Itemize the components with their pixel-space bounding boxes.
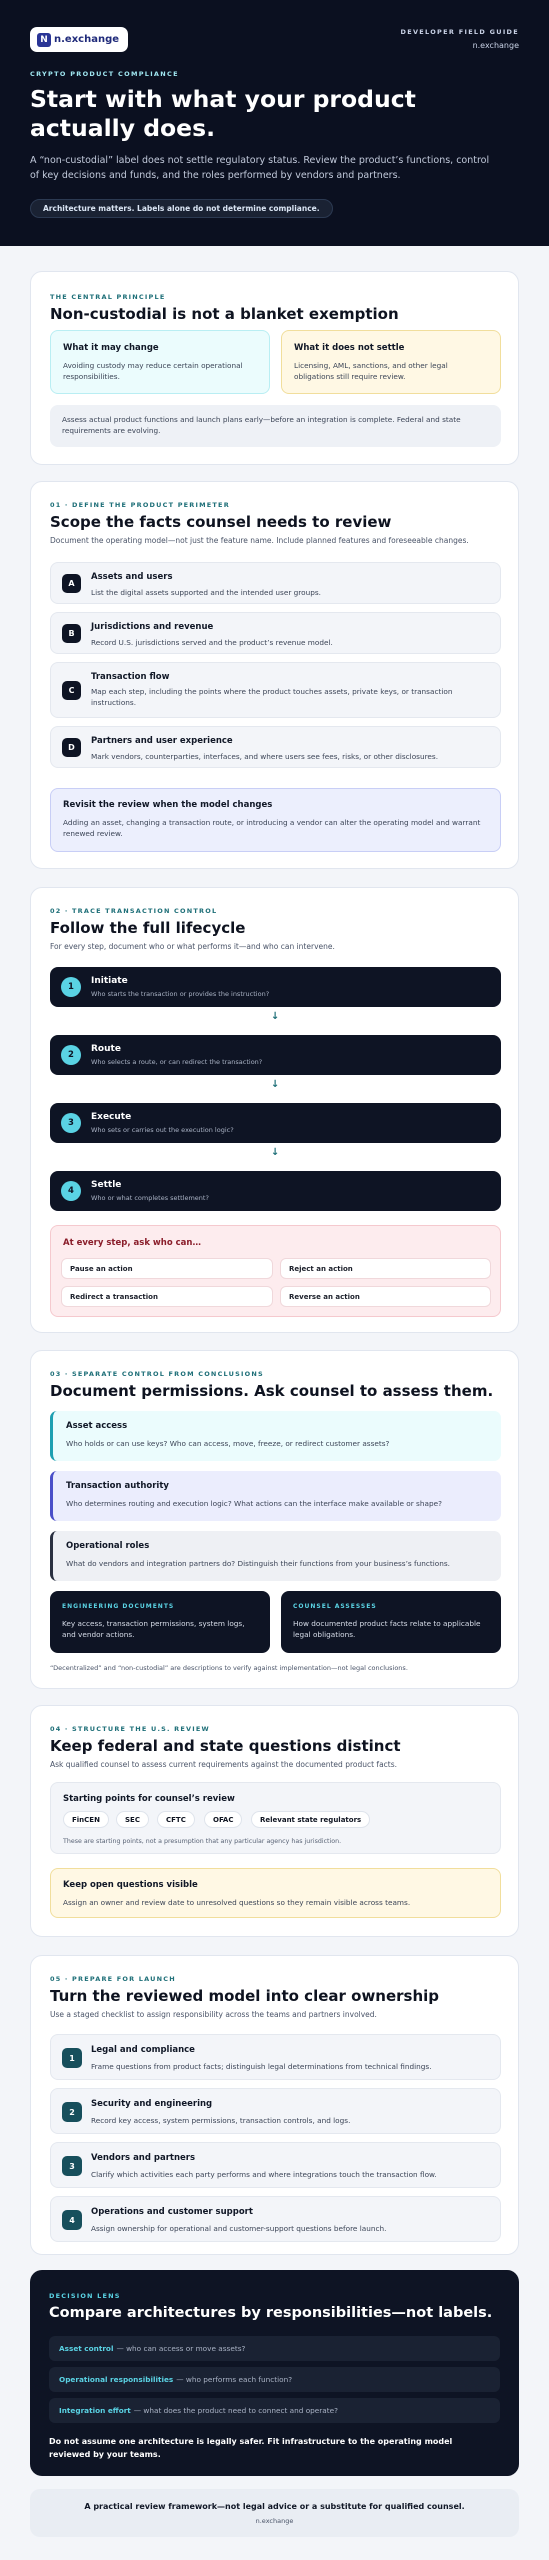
federal-card (30, 1705, 519, 1937)
principle-card (30, 271, 519, 465)
permission-text: What do vendors and integration partners do? Distinguish their functions from your business’s functions. (66, 1559, 450, 1568)
step-title: Initiate (91, 976, 128, 986)
launch-item-title: Legal and compliance (91, 2045, 195, 2055)
lens-row-label: Integration effort (59, 2406, 131, 2415)
federal-subtitle: Ask qualified counsel to assess current requirements against the documented product facts. (50, 1760, 398, 1769)
agency-tag: FinCEN (63, 1811, 109, 1828)
ask-box (50, 1225, 501, 1317)
perimeter-item (50, 726, 501, 768)
lifecycle-step-initiate (50, 967, 501, 1007)
hero-header (0, 0, 549, 246)
brand-logo[interactable] (30, 27, 128, 52)
revisit-text: Adding an asset, changing a transaction route, or introducing a vendor can alter the operating model and warrant renewed review. (63, 818, 481, 838)
step-text: Who sets or carries out the execution logic? (91, 1126, 234, 1134)
launch-item-title: Vendors and partners (91, 2153, 196, 2163)
step-text: Who or what completes settlement? (91, 1194, 209, 1202)
starting-points-note: These are starting points, not a presumption that any particular agency has jurisdiction. (63, 1838, 342, 1845)
hero-lede: A “non-custodial” label does not settle regulatory status. Review the product’s functions, control of key decisions and funds, and the roles performed by vendors and partners. (30, 155, 490, 181)
hero-pill: Architecture matters. Labels alone do not determine compliance. (30, 199, 333, 218)
permission-operational-roles (50, 1531, 501, 1581)
launch-title: Turn the reviewed model into clear ownership (50, 1987, 440, 2005)
ask-chip: Reverse an action (280, 1286, 491, 1307)
permission-title: Transaction authority (66, 1481, 169, 1491)
lens-row-text: — who performs each function? (176, 2375, 293, 2384)
perimeter-item-text: Record U.S. jurisdictions served and the product’s revenue model. (91, 638, 333, 647)
step-number: 3 (61, 1113, 81, 1133)
permissions-card (30, 1350, 519, 1689)
permission-title: Operational roles (66, 1541, 150, 1551)
launch-item (50, 2034, 501, 2080)
agency-tag: OFAC (204, 1811, 242, 1828)
footer-disclaimer: A practical review framework—not legal advice or a substitute for qualified counsel. (84, 2502, 465, 2511)
step-title: Execute (91, 1112, 132, 1122)
ask-chip: Pause an action (61, 1258, 273, 1279)
launch-number: 3 (62, 2156, 82, 2176)
guide-brand: n.exchange (472, 41, 519, 50)
lens-row (49, 2398, 500, 2423)
launch-item-text: Assign ownership for operational and customer-support questions before launch. (91, 2224, 387, 2233)
launch-kicker: 05 · PREPARE FOR LAUNCH (50, 1975, 176, 1983)
principle-note-text: Assess actual product functions and launch plans early—before an integration is complete. Federal and state requirements are evolving. (62, 415, 461, 435)
logo-text: n.exchange (54, 34, 120, 45)
decision-lens-card (30, 2270, 519, 2476)
lifecycle-step-settle (50, 1171, 501, 1211)
agency-tags (63, 1811, 483, 1828)
launch-number: 2 (62, 2102, 82, 2122)
permission-asset-access (50, 1411, 501, 1461)
perimeter-item-text: Map each step, including the points where the product touches assets, private keys, or transaction instructions. (91, 687, 453, 707)
counsel-text: How documented product facts relate to applicable legal obligations. (293, 1619, 481, 1639)
engineering-text: Key access, transaction permissions, system logs, and vendor actions. (62, 1619, 245, 1639)
guide-label: DEVELOPER FIELD GUIDE (400, 28, 519, 36)
n-logo-icon: N (37, 33, 51, 47)
perimeter-subtitle: Document the operating model—not just the feature name. Include planned features and foreseeable changes. (50, 536, 469, 545)
step-number: 4 (61, 1181, 81, 1201)
counsel-assesses-box (281, 1591, 501, 1653)
perimeter-item-title: Partners and user experience (91, 736, 233, 746)
launch-number: 4 (62, 2210, 82, 2230)
perimeter-item (50, 562, 501, 604)
lens-row (49, 2336, 500, 2361)
agency-tag: Relevant state regulators (251, 1811, 370, 1828)
may-change-title: What it may change (63, 343, 159, 353)
revisit-box (50, 788, 501, 852)
lens-row-text: — what does the product need to connect and operate? (133, 2406, 338, 2415)
revisit-title: Revisit the review when the model changes (63, 800, 273, 810)
not-settle-title: What it does not settle (294, 343, 405, 353)
launch-item-text: Record key access, system permissions, transaction controls, and logs. (91, 2116, 351, 2125)
lens-row-label: Operational responsibilities (59, 2375, 174, 2384)
lifecycle-subtitle: For every step, document who or what performs it—and who can intervene. (50, 942, 335, 951)
hero-eyebrow: CRYPTO PRODUCT COMPLIANCE (30, 70, 179, 78)
principle-kicker: THE CENTRAL PRINCIPLE (50, 293, 166, 301)
launch-item (50, 2088, 501, 2134)
ask-chip: Reject an action (280, 1258, 491, 1279)
perimeter-item-text: List the digital assets supported and the intended user groups. (91, 588, 321, 597)
launch-item-text: Frame questions from product facts; distinguish legal determinations from technical findings. (91, 2062, 432, 2071)
launch-card (30, 1955, 519, 2255)
permission-transaction-authority (50, 1471, 501, 1521)
lens-final: Do not assume one architecture is legally safer. Fit infrastructure to the operating model reviewed by your teams. (49, 2437, 453, 2459)
may-change-box (50, 330, 270, 394)
arrow-down-icon: ↓ (271, 1079, 280, 1090)
step-number: 2 (61, 1045, 81, 1065)
step-text: Who selects a route, or can redirect the transaction? (91, 1058, 263, 1066)
principle-note (50, 405, 501, 447)
open-questions-box (50, 1868, 501, 1918)
footer-brand[interactable]: n.exchange (255, 2517, 294, 2525)
step-badge: D (62, 738, 81, 757)
launch-subtitle: Use a staged checklist to assign responsibility across the teams and partners involved. (50, 2010, 377, 2019)
perimeter-item (50, 662, 501, 718)
lens-row (49, 2367, 500, 2392)
perimeter-item-title: Jurisdictions and revenue (91, 622, 214, 632)
lifecycle-kicker: 02 · TRACE TRANSACTION CONTROL (50, 907, 218, 915)
open-questions-title: Keep open questions visible (63, 1880, 198, 1890)
permission-text: Who holds or can use keys? Who can access, move, freeze, or redirect customer assets? (66, 1439, 390, 1448)
agency-tag: CFTC (157, 1811, 195, 1828)
launch-number: 1 (62, 2048, 82, 2068)
perimeter-title: Scope the facts counsel needs to review (50, 513, 392, 531)
lens-title: Compare architectures by responsibilities—not labels. (49, 2305, 493, 2321)
launch-item-title: Operations and customer support (91, 2207, 253, 2217)
step-badge: C (62, 681, 81, 700)
open-questions-text: Assign an owner and review date to unresolved questions so they remain visible across teams. (63, 1898, 411, 1907)
lifecycle-step-execute (50, 1103, 501, 1143)
launch-item-text: Clarify which activities each party performs and where integrations touch the transaction flow. (91, 2170, 437, 2179)
perimeter-item-title: Transaction flow (91, 672, 170, 682)
not-settle-box (281, 330, 501, 394)
ask-chip: Redirect a transaction (61, 1286, 273, 1307)
footer (30, 2489, 519, 2537)
page-title: Start with what your product actually does. (30, 85, 416, 142)
perimeter-kicker: 01 · DEFINE THE PRODUCT PERIMETER (50, 501, 230, 509)
starting-points-title: Starting points for counsel’s review (63, 1794, 235, 1804)
step-number: 1 (61, 977, 81, 997)
perimeter-item-title: Assets and users (91, 572, 173, 582)
step-badge: B (62, 624, 81, 643)
launch-item-title: Security and engineering (91, 2099, 213, 2109)
counsel-title: COUNSEL ASSESSES (293, 1603, 377, 1610)
step-text: Who starts the transaction or provides the instruction? (91, 990, 270, 998)
permissions-kicker: 03 · SEPARATE CONTROL FROM CONCLUSIONS (50, 1370, 264, 1378)
lens-row-text: — who can access or move assets? (116, 2344, 246, 2353)
lifecycle-title: Follow the full lifecycle (50, 919, 246, 937)
step-title: Route (91, 1044, 121, 1054)
federal-kicker: 04 · STRUCTURE THE U.S. REVIEW (50, 1725, 210, 1733)
lens-kicker: DECISION LENS (49, 2292, 121, 2300)
step-title: Settle (91, 1180, 122, 1190)
step-badge: A (62, 574, 81, 593)
agency-tag: SEC (116, 1811, 149, 1828)
arrow-down-icon: ↓ (271, 1147, 280, 1158)
arrow-down-icon: ↓ (271, 1011, 280, 1022)
lifecycle-step-route (50, 1035, 501, 1075)
principle-title: Non-custodial is not a blanket exemption (50, 305, 399, 323)
may-change-text: Avoiding custody may reduce certain operational responsibilities. (63, 361, 243, 381)
starting-points-box (50, 1782, 501, 1854)
permission-text: Who determines routing and execution logic? What actions can the interface make available or shape? (66, 1499, 442, 1508)
permission-title: Asset access (66, 1421, 128, 1431)
permissions-note: “Decentralized” and “non-custodial” are descriptions to verify against implementation—not legal conclusions. (50, 1664, 408, 1672)
perimeter-card (30, 481, 519, 869)
launch-item (50, 2142, 501, 2188)
ask-title: At every step, ask who can… (63, 1238, 201, 1248)
launch-item (50, 2196, 501, 2242)
federal-title: Keep federal and state questions distinct (50, 1737, 401, 1755)
engineering-documents-box (50, 1591, 270, 1653)
lens-row-label: Asset control (59, 2344, 114, 2353)
engineering-title: ENGINEERING DOCUMENTS (62, 1603, 175, 1610)
permissions-title: Document permissions. Ask counsel to assess them. (50, 1382, 494, 1400)
perimeter-item (50, 612, 501, 654)
lifecycle-card (30, 887, 519, 1333)
not-settle-text: Licensing, AML, sanctions, and other legal obligations still require review. (294, 361, 448, 381)
perimeter-item-text: Mark vendors, counterparties, interfaces, and where users see fees, risks, or other disclosures. (91, 752, 439, 761)
